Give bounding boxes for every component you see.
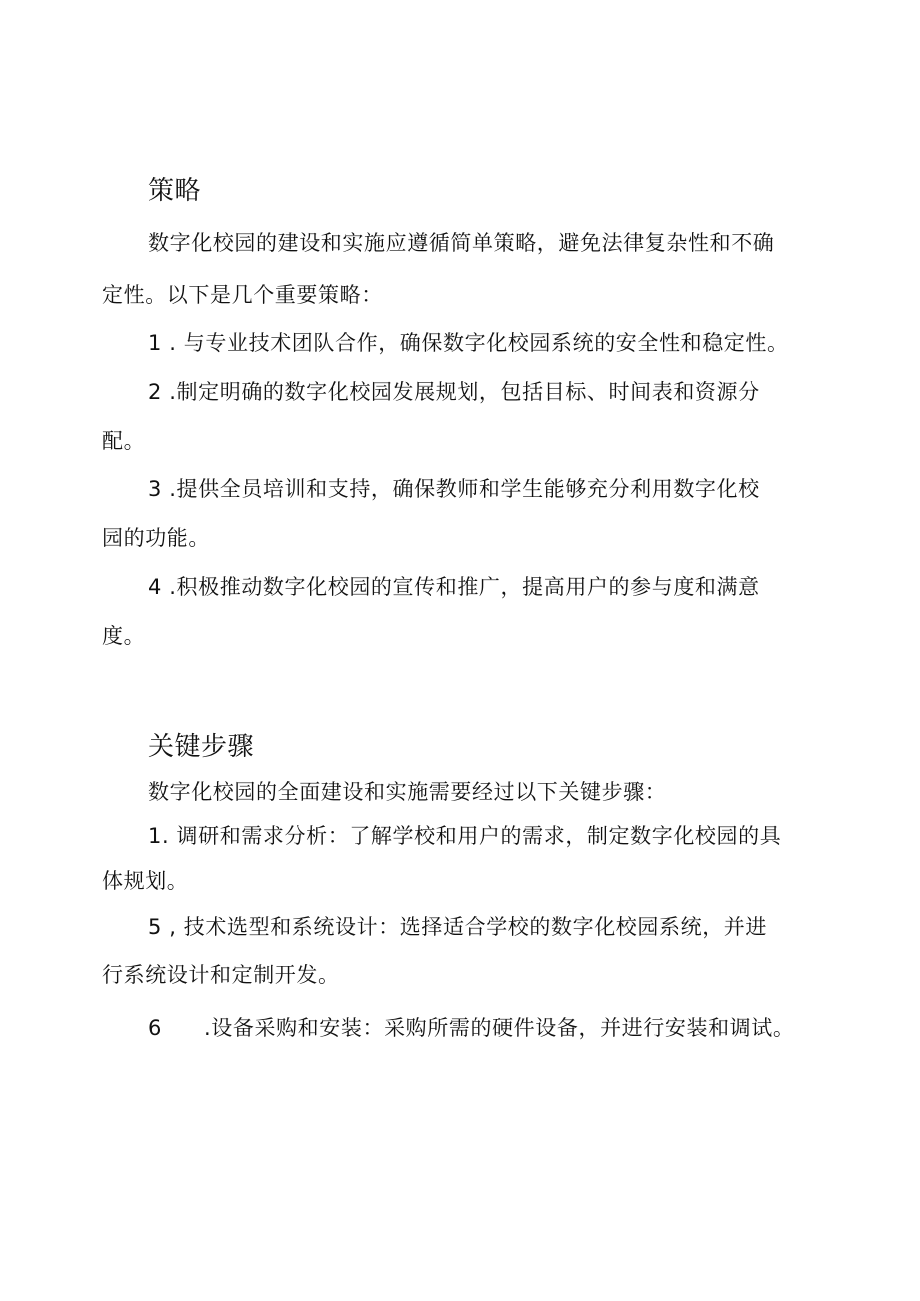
strategy-item-2-line2: 配。 xyxy=(102,429,146,453)
section-title-key-steps: 关键步骤 xyxy=(148,732,255,762)
strategy-item-3-number: 3 xyxy=(148,477,162,501)
key-step-6 xyxy=(148,1013,878,1043)
strategy-intro-line2: 定性。以下是几个重要策略： xyxy=(102,283,383,307)
key-step-5-number: 5 xyxy=(148,915,162,939)
key-step-1-text: . 调研和需求分析：了解学校和用户的需求，制定数字化校园的具 xyxy=(161,824,782,848)
strategy-item-4-text: .积极推动数字化校园的宣传和推广，提高用户的参与度和满意 xyxy=(161,575,760,599)
strategy-item-2-number: 2 xyxy=(148,380,162,404)
key-step-5-line2: 行系统设计和定制开发。 xyxy=(102,963,340,987)
section-title-strategy: 策略 xyxy=(148,176,202,206)
strategy-item-4-number: 4 xyxy=(148,575,162,599)
strategy-item-3 xyxy=(148,474,878,504)
key-step-1 xyxy=(148,821,878,851)
key-step-1-line2: 体规划。 xyxy=(102,869,189,893)
strategy-item-1 xyxy=(148,328,878,358)
strategy-item-2-text: .制定明确的数字化校园发展规划，包括目标、时间表和资源分 xyxy=(161,380,760,404)
strategy-item-4 xyxy=(148,572,878,602)
key-step-1-number: 1 xyxy=(148,824,162,848)
strategy-intro-line1: 数字化校园的建设和实施应遵循简单策略，避免法律复杂性和不确 xyxy=(148,231,775,255)
strategy-item-2 xyxy=(148,377,878,407)
strategy-item-4-line2: 度。 xyxy=(102,624,146,648)
strategy-item-1-text: . 与专业技术团队合作，确保数字化校园系统的安全性和稳定性。 xyxy=(161,331,789,355)
strategy-item-3-line2: 园的功能。 xyxy=(102,526,210,550)
strategy-item-3-text: .提供全员培训和支持，确保教师和学生能够充分利用数字化校 xyxy=(161,477,760,501)
key-step-6-number: 6 xyxy=(148,1016,162,1040)
key-step-5-text: , 技术选型和系统设计：选择适合学校的数字化校园系统，并进 xyxy=(161,915,767,939)
key-step-5 xyxy=(148,912,878,942)
strategy-item-1-number: 1 xyxy=(148,331,162,355)
key-steps-intro: 数字化校园的全面建设和实施需要经过以下关键步骤： xyxy=(148,780,667,804)
key-step-6-text: .设备采购和安装：采购所需的硬件设备，并进行安装和调试。 xyxy=(204,1016,795,1040)
